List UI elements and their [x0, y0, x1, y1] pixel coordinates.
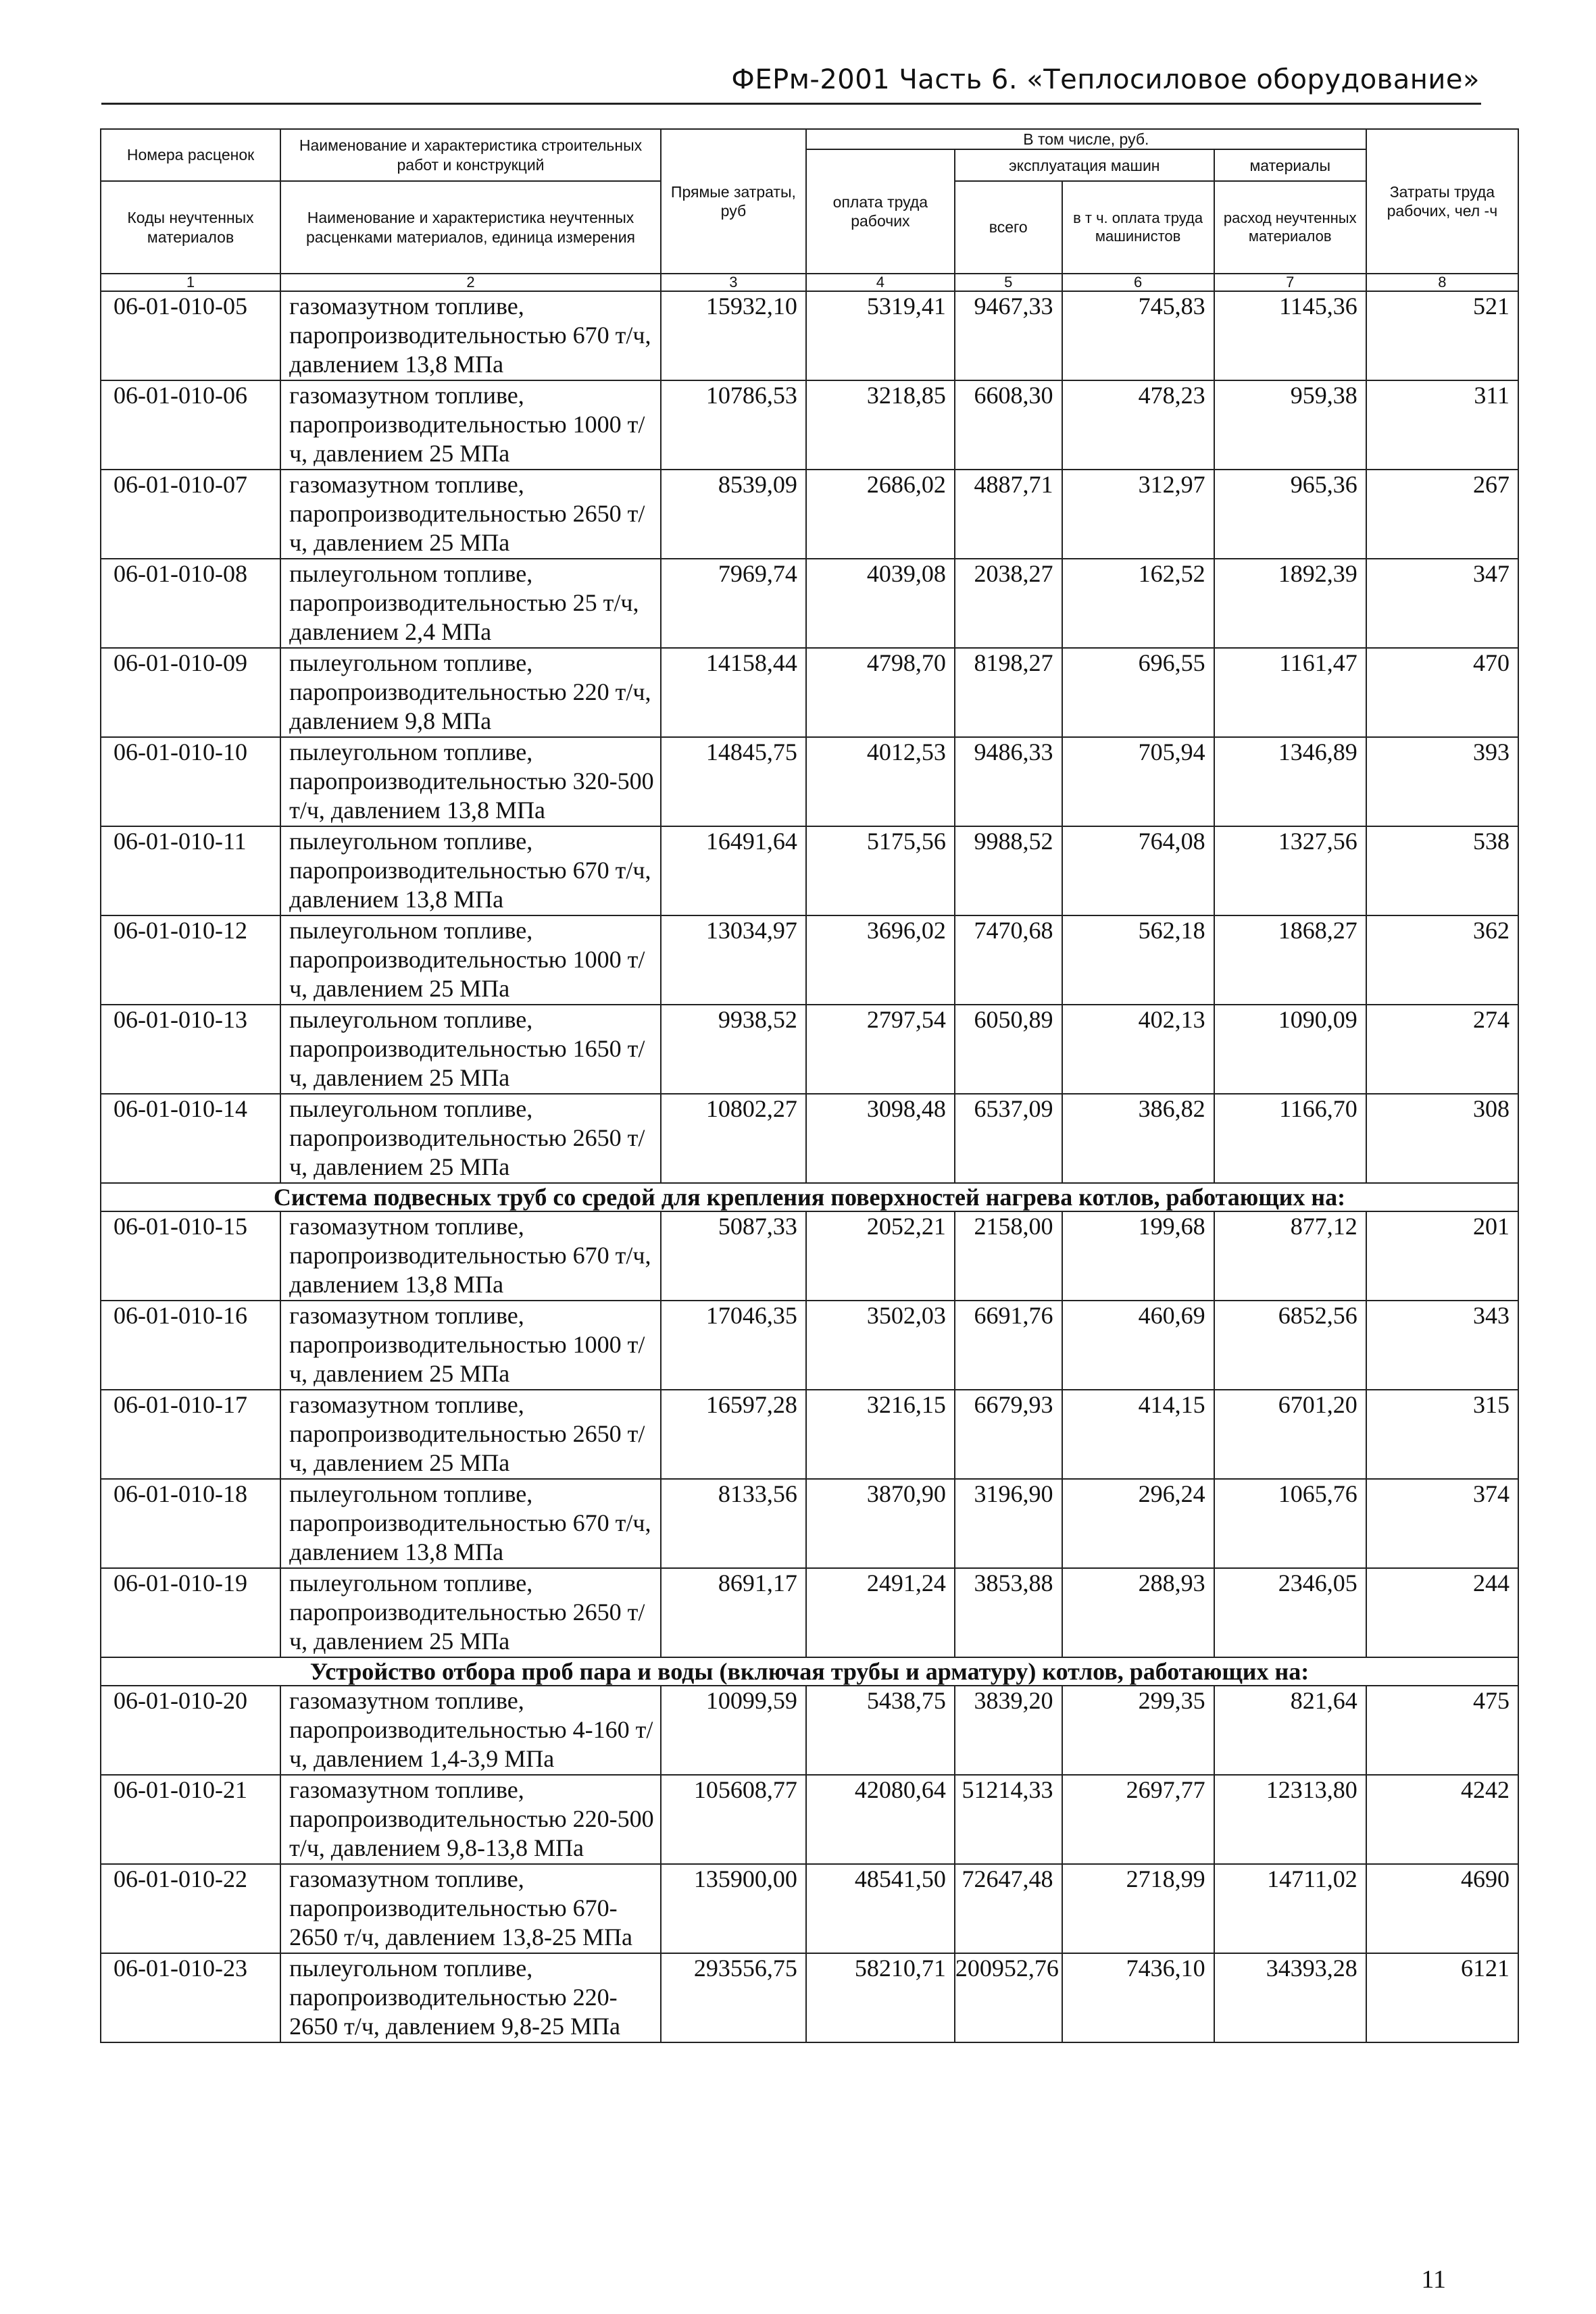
labor-hours-value: 347	[1366, 559, 1518, 648]
direct-costs-value: 14158,44	[661, 648, 806, 737]
column-number: 2	[280, 274, 661, 291]
machine-costs-value: 4887,71	[955, 470, 1062, 559]
labor-hours-value: 475	[1366, 1686, 1518, 1775]
work-description: пылеугольном топливе, паропроизводительностью 220 т/ч, давлением 9,8 МПа	[280, 648, 661, 737]
machine-costs-value: 2038,27	[955, 559, 1062, 648]
worker-wages-value: 2686,02	[806, 470, 955, 559]
rate-code: 06-01-010-22	[101, 1864, 280, 1953]
table-row	[101, 1211, 1518, 1301]
labor-hours-value: 267	[1366, 470, 1518, 559]
materials-value: 959,38	[1214, 380, 1366, 470]
direct-costs-value: 15932,10	[661, 291, 806, 380]
table-row	[101, 470, 1518, 559]
worker-wages-value: 4798,70	[806, 648, 955, 737]
direct-costs-value: 8539,09	[661, 470, 806, 559]
machine-costs-value: 7470,68	[955, 915, 1062, 1005]
work-description: пылеугольном топливе, паропроизводительностью 1000 т/ч, давлением 25 МПа	[280, 915, 661, 1005]
machine-costs-value: 3853,88	[955, 1568, 1062, 1657]
table-body-a	[101, 291, 1518, 1183]
work-description: газомазутном топливе, паропроизводительностью 1000 т/ч, давлением 25 МПа	[280, 1301, 661, 1390]
work-description: пылеугольном топливе, паропроизводительностью 1650 т/ч, давлением 25 МПа	[280, 1005, 661, 1094]
header-materials: материалы	[1214, 149, 1366, 181]
operator-wages-value: 2718,99	[1062, 1864, 1214, 1953]
direct-costs-value: 9938,52	[661, 1005, 806, 1094]
machine-costs-value: 200952,76	[955, 1953, 1062, 2042]
operator-wages-value: 386,82	[1062, 1094, 1214, 1183]
worker-wages-value: 3696,02	[806, 915, 955, 1005]
work-description: пылеугольном топливе, паропроизводительностью 220-2650 т/ч, давлением 9,8-25 МПа	[280, 1953, 661, 2042]
direct-costs-value: 135900,00	[661, 1864, 806, 1953]
rate-code: 06-01-010-07	[101, 470, 280, 559]
worker-wages-value: 42080,64	[806, 1775, 955, 1864]
materials-value: 1868,27	[1214, 915, 1366, 1005]
work-description: пылеугольном топливе, паропроизводительностью 670 т/ч, давлением 13,8 МПа	[280, 826, 661, 915]
column-number: 4	[806, 274, 955, 291]
machine-costs-value: 6050,89	[955, 1005, 1062, 1094]
table-row	[101, 1005, 1518, 1094]
worker-wages-value: 3216,15	[806, 1390, 955, 1479]
work-description: газомазутном топливе, паропроизводительностью 220-500 т/ч, давлением 9,8-13,8 МПа	[280, 1775, 661, 1864]
rate-code: 06-01-010-09	[101, 648, 280, 737]
worker-wages-value: 2797,54	[806, 1005, 955, 1094]
operator-wages-value: 696,55	[1062, 648, 1214, 737]
work-description: пылеугольном топливе, паропроизводительностью 25 т/ч, давлением 2,4 МПа	[280, 559, 661, 648]
worker-wages-value: 5319,41	[806, 291, 955, 380]
table-row	[101, 915, 1518, 1005]
section-heading-b	[101, 1183, 1518, 1211]
labor-hours-value: 4242	[1366, 1775, 1518, 1864]
materials-value: 1065,76	[1214, 1479, 1366, 1568]
rate-code: 06-01-010-21	[101, 1775, 280, 1864]
column-number: 7	[1214, 274, 1366, 291]
rate-code: 06-01-010-08	[101, 559, 280, 648]
labor-hours-value: 393	[1366, 737, 1518, 826]
column-number: 8	[1366, 274, 1518, 291]
materials-value: 1166,70	[1214, 1094, 1366, 1183]
labor-hours-value: 4690	[1366, 1864, 1518, 1953]
column-number: 3	[661, 274, 806, 291]
direct-costs-value: 10099,59	[661, 1686, 806, 1775]
labor-hours-value: 521	[1366, 291, 1518, 380]
header-machine-operation: эксплуатация машин	[955, 149, 1214, 181]
column-number: 1	[101, 274, 280, 291]
table-body-c	[101, 1686, 1518, 2042]
labor-hours-value: 311	[1366, 380, 1518, 470]
column-number: 5	[955, 274, 1062, 291]
operator-wages-value: 460,69	[1062, 1301, 1214, 1390]
work-description: пылеугольном топливе, паропроизводительностью 2650 т/ч, давлением 25 МПа	[280, 1094, 661, 1183]
direct-costs-value: 16597,28	[661, 1390, 806, 1479]
worker-wages-value: 48541,50	[806, 1864, 955, 1953]
header-material-name: Наименование и характеристика неучтенных расценками материалов, единица измерения	[280, 181, 661, 274]
direct-costs-value: 14845,75	[661, 737, 806, 826]
table-row	[101, 737, 1518, 826]
worker-wages-value: 4039,08	[806, 559, 955, 648]
machine-costs-value: 6679,93	[955, 1390, 1062, 1479]
rate-code: 06-01-010-20	[101, 1686, 280, 1775]
table-row	[101, 1479, 1518, 1568]
materials-value: 965,36	[1214, 470, 1366, 559]
table-header	[101, 129, 1518, 291]
operator-wages-value: 745,83	[1062, 291, 1214, 380]
column-number: 6	[1062, 274, 1214, 291]
table-row	[101, 1775, 1518, 1864]
page-number: 11	[1421, 2265, 1446, 2294]
materials-value: 6852,56	[1214, 1301, 1366, 1390]
worker-wages-value: 58210,71	[806, 1953, 955, 2042]
operator-wages-value: 705,94	[1062, 737, 1214, 826]
operator-wages-value: 296,24	[1062, 1479, 1214, 1568]
direct-costs-value: 8133,56	[661, 1479, 806, 1568]
worker-wages-value: 3098,48	[806, 1094, 955, 1183]
rate-code: 06-01-010-06	[101, 380, 280, 470]
header-divider	[101, 103, 1481, 105]
table-row	[101, 291, 1518, 380]
header-operator-wages: в т ч. оплата труда машинистов	[1062, 181, 1214, 274]
machine-costs-value: 8198,27	[955, 648, 1062, 737]
machine-costs-value: 72647,48	[955, 1864, 1062, 1953]
labor-hours-value: 470	[1366, 648, 1518, 737]
worker-wages-value: 5175,56	[806, 826, 955, 915]
worker-wages-value: 5438,75	[806, 1686, 955, 1775]
table-row	[101, 1686, 1518, 1775]
header-in-total: В том числе, руб.	[806, 129, 1366, 149]
machine-costs-value: 2158,00	[955, 1211, 1062, 1301]
work-description: пылеугольном топливе, паропроизводительностью 320-500 т/ч, давлением 13,8 МПа	[280, 737, 661, 826]
worker-wages-value: 2052,21	[806, 1211, 955, 1301]
rate-code: 06-01-010-11	[101, 826, 280, 915]
table-row	[101, 1094, 1518, 1183]
operator-wages-value: 764,08	[1062, 826, 1214, 915]
materials-value: 1892,39	[1214, 559, 1366, 648]
operator-wages-value: 2697,77	[1062, 1775, 1214, 1864]
materials-value: 1346,89	[1214, 737, 1366, 826]
table-row	[101, 1390, 1518, 1479]
work-description: газомазутном топливе, паропроизводительностью 670-2650 т/ч, давлением 13,8-25 МПа	[280, 1864, 661, 1953]
direct-costs-value: 13034,97	[661, 915, 806, 1005]
operator-wages-value: 162,52	[1062, 559, 1214, 648]
rate-code: 06-01-010-10	[101, 737, 280, 826]
work-description: пылеугольном топливе, паропроизводительностью 2650 т/ч, давлением 25 МПа	[280, 1568, 661, 1657]
rate-code: 06-01-010-23	[101, 1953, 280, 2042]
work-description: газомазутном топливе, паропроизводительностью 2650 т/ч, давлением 25 МПа	[280, 1390, 661, 1479]
table-row	[101, 380, 1518, 470]
rate-code: 06-01-010-05	[101, 291, 280, 380]
table-row	[101, 1568, 1518, 1657]
materials-value: 6701,20	[1214, 1390, 1366, 1479]
materials-value: 877,12	[1214, 1211, 1366, 1301]
work-description: газомазутном топливе, паропроизводительностью 2650 т/ч, давлением 25 МПа	[280, 470, 661, 559]
operator-wages-value: 312,97	[1062, 470, 1214, 559]
header-rate-numbers: Номера расценок	[101, 129, 280, 181]
operator-wages-value: 478,23	[1062, 380, 1214, 470]
worker-wages-value: 2491,24	[806, 1568, 955, 1657]
table-row	[101, 648, 1518, 737]
header-machines-total: всего	[955, 181, 1062, 274]
rate-code: 06-01-010-12	[101, 915, 280, 1005]
direct-costs-value: 7969,74	[661, 559, 806, 648]
operator-wages-value: 7436,10	[1062, 1953, 1214, 2042]
header-material-codes: Коды неучтенных материалов	[101, 181, 280, 274]
rate-code: 06-01-010-13	[101, 1005, 280, 1094]
worker-wages-value: 3502,03	[806, 1301, 955, 1390]
work-description: газомазутном топливе, паропроизводительностью 670 т/ч, давлением 13,8 МПа	[280, 291, 661, 380]
machine-costs-value: 9486,33	[955, 737, 1062, 826]
machine-costs-value: 6537,09	[955, 1094, 1062, 1183]
labor-hours-value: 274	[1366, 1005, 1518, 1094]
header-labor-costs: Затраты труда рабочих, чел -ч	[1366, 129, 1518, 274]
labor-hours-value: 6121	[1366, 1953, 1518, 2042]
direct-costs-value: 10802,27	[661, 1094, 806, 1183]
machine-costs-value: 3839,20	[955, 1686, 1062, 1775]
materials-value: 12313,80	[1214, 1775, 1366, 1864]
materials-value: 1161,47	[1214, 648, 1366, 737]
rate-code: 06-01-010-15	[101, 1211, 280, 1301]
operator-wages-value: 402,13	[1062, 1005, 1214, 1094]
materials-value: 14711,02	[1214, 1864, 1366, 1953]
section-heading-c	[101, 1657, 1518, 1686]
table-row	[101, 559, 1518, 648]
rates-table	[100, 128, 1519, 2043]
section-title: Устройство отбора проб пара и воды (включая трубы и арматуру) котлов, работающих на:	[101, 1657, 1518, 1686]
worker-wages-value: 4012,53	[806, 737, 955, 826]
direct-costs-value: 5087,33	[661, 1211, 806, 1301]
labor-hours-value: 374	[1366, 1479, 1518, 1568]
work-description: газомазутном топливе, паропроизводительностью 4-160 т/ч, давлением 1,4-3,9 МПа	[280, 1686, 661, 1775]
header-work-name: Наименование и характеристика строительных работ и конструкций	[280, 129, 661, 181]
labor-hours-value: 315	[1366, 1390, 1518, 1479]
materials-value: 1145,36	[1214, 291, 1366, 380]
rate-code: 06-01-010-16	[101, 1301, 280, 1390]
worker-wages-value: 3870,90	[806, 1479, 955, 1568]
table-row	[101, 826, 1518, 915]
labor-hours-value: 201	[1366, 1211, 1518, 1301]
operator-wages-value: 414,15	[1062, 1390, 1214, 1479]
machine-costs-value: 6691,76	[955, 1301, 1062, 1390]
materials-value: 1090,09	[1214, 1005, 1366, 1094]
work-description: газомазутном топливе, паропроизводительностью 1000 т/ч, давлением 25 МПа	[280, 380, 661, 470]
labor-hours-value: 308	[1366, 1094, 1518, 1183]
machine-costs-value: 3196,90	[955, 1479, 1062, 1568]
operator-wages-value: 299,35	[1062, 1686, 1214, 1775]
labor-hours-value: 244	[1366, 1568, 1518, 1657]
table-row	[101, 1864, 1518, 1953]
machine-costs-value: 6608,30	[955, 380, 1062, 470]
work-description: пылеугольном топливе, паропроизводительностью 670 т/ч, давлением 13,8 МПа	[280, 1479, 661, 1568]
header-unaccounted-materials: расход неучтенных материалов	[1214, 181, 1366, 274]
machine-costs-value: 51214,33	[955, 1775, 1062, 1864]
direct-costs-value: 293556,75	[661, 1953, 806, 2042]
rate-code: 06-01-010-17	[101, 1390, 280, 1479]
table-body-b	[101, 1211, 1518, 1657]
materials-value: 34393,28	[1214, 1953, 1366, 2042]
table-row	[101, 1301, 1518, 1390]
materials-value: 821,64	[1214, 1686, 1366, 1775]
labor-hours-value: 538	[1366, 826, 1518, 915]
header-worker-wages: оплата труда рабочих	[806, 149, 955, 274]
direct-costs-value: 10786,53	[661, 380, 806, 470]
direct-costs-value: 16491,64	[661, 826, 806, 915]
rate-code: 06-01-010-18	[101, 1479, 280, 1568]
direct-costs-value: 8691,17	[661, 1568, 806, 1657]
rate-code: 06-01-010-19	[101, 1568, 280, 1657]
page-header-title: ФЕРм-2001 Часть 6. «Теплосиловое оборудование»	[731, 64, 1480, 95]
rate-code: 06-01-010-14	[101, 1094, 280, 1183]
table-row	[101, 1953, 1518, 2042]
labor-hours-value: 343	[1366, 1301, 1518, 1390]
header-direct-costs: Прямые затраты, руб	[661, 129, 806, 274]
machine-costs-value: 9467,33	[955, 291, 1062, 380]
labor-hours-value: 362	[1366, 915, 1518, 1005]
work-description: газомазутном топливе, паропроизводительностью 670 т/ч, давлением 13,8 МПа	[280, 1211, 661, 1301]
section-title: Система подвесных труб со средой для крепления поверхностей нагрева котлов, работающих на:	[101, 1183, 1518, 1211]
operator-wages-value: 562,18	[1062, 915, 1214, 1005]
materials-value: 1327,56	[1214, 826, 1366, 915]
machine-costs-value: 9988,52	[955, 826, 1062, 915]
materials-value: 2346,05	[1214, 1568, 1366, 1657]
direct-costs-value: 105608,77	[661, 1775, 806, 1864]
direct-costs-value: 17046,35	[661, 1301, 806, 1390]
column-number-row	[101, 274, 1518, 291]
worker-wages-value: 3218,85	[806, 380, 955, 470]
operator-wages-value: 288,93	[1062, 1568, 1214, 1657]
operator-wages-value: 199,68	[1062, 1211, 1214, 1301]
